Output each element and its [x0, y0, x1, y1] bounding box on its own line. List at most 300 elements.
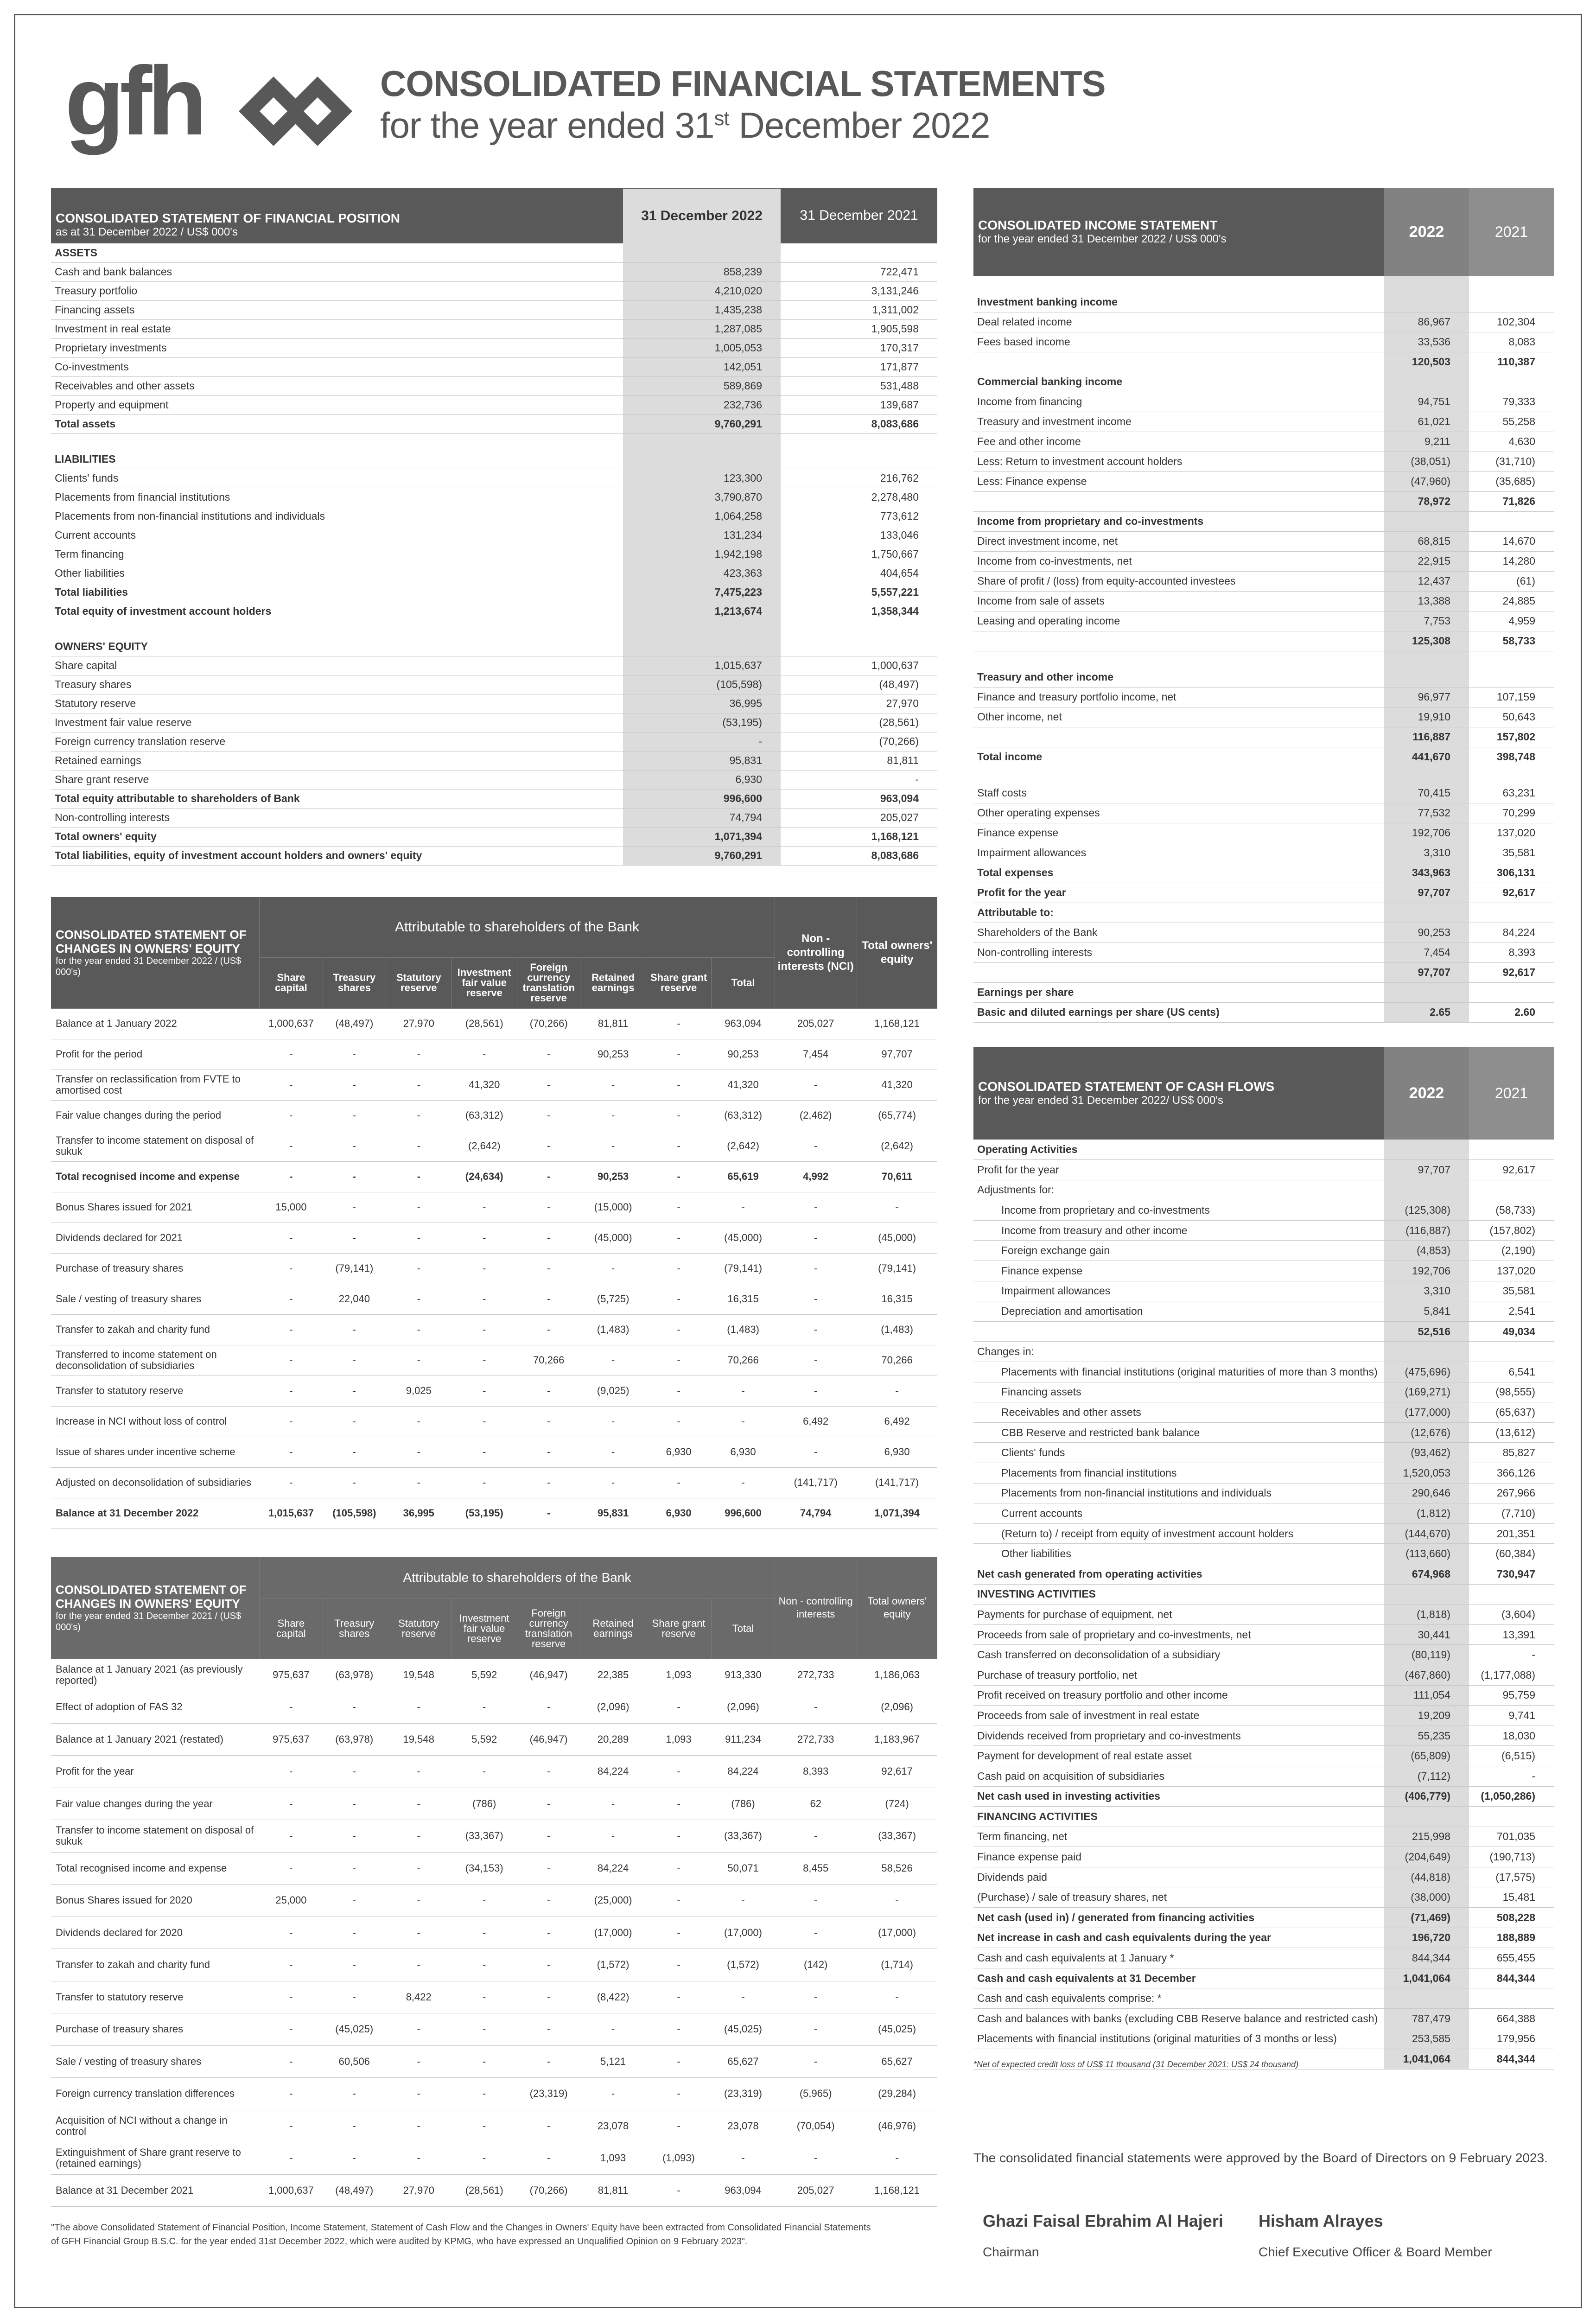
row-value: - [517, 1852, 580, 1885]
row-value: 1,000,637 [260, 1008, 323, 1039]
row-value: - [646, 1406, 711, 1437]
table-row [51, 1498, 937, 1528]
row-value: - [646, 1100, 711, 1131]
column-header-2022: 2022 [1384, 188, 1469, 276]
table-row [973, 1362, 1554, 1382]
column-header: Statutory reserve [386, 957, 451, 1008]
table-row [51, 808, 937, 827]
value-prior-year: 508,228 [1469, 1908, 1554, 1928]
value-prior-year: 171,877 [781, 357, 937, 376]
row-label: Investment fair value reserve [51, 713, 623, 732]
value-prior-year: 201,351 [1469, 1523, 1554, 1544]
row-value: 81,811 [580, 1008, 646, 1039]
row-value: - [386, 1070, 451, 1100]
table-row [973, 1241, 1554, 1261]
value-current-year: 6,930 [623, 770, 781, 789]
row-value: - [646, 1223, 711, 1253]
row-label: Finance expense [973, 1261, 1384, 1281]
row-label: Total equity of investment account holders [51, 602, 623, 621]
row-label: Placements with financial institutions (original maturities of more than 3 months) [973, 1362, 1384, 1382]
row-label: Income from sale of assets [973, 591, 1384, 611]
changes-in-equity-2022 [51, 897, 937, 1529]
value-prior-year [781, 450, 937, 469]
row-label: Transfer to zakah and charity fund [51, 1949, 260, 1981]
table-row [973, 292, 1554, 312]
table-row [973, 687, 1554, 707]
value-prior-year: 2.60 [1469, 1002, 1554, 1022]
financial-position-statement [51, 188, 937, 866]
value-prior-year: 85,827 [1469, 1443, 1554, 1463]
value-current-year: 1,041,064 [1384, 1968, 1469, 1988]
value-current-year: (65,809) [1384, 1746, 1469, 1766]
table-row [51, 1437, 937, 1467]
value-current-year [623, 621, 781, 637]
value-current-year: 232,736 [623, 395, 781, 414]
row-value: - [580, 2078, 646, 2110]
value-current-year: 858,239 [623, 262, 781, 281]
row-value: - [517, 2110, 580, 2142]
column-header-2021: 2021 [1469, 1047, 1554, 1140]
row-value: - [386, 1039, 451, 1070]
row-value: - [386, 1820, 451, 1853]
table-row [973, 1706, 1554, 1726]
row-value: 1,071,394 [857, 1498, 937, 1528]
table-row [973, 1544, 1554, 1564]
value-current-year: 5,841 [1384, 1301, 1469, 1322]
table-row [973, 631, 1554, 651]
row-label: Profit for the year [51, 1756, 260, 1788]
row-value: - [451, 1885, 517, 1917]
value-current-year [1384, 667, 1469, 687]
row-value: 5,592 [451, 1723, 517, 1756]
value-prior-year: 8,393 [1469, 942, 1554, 962]
row-value: - [260, 1820, 323, 1853]
row-label: Foreign currency translation differences [51, 2078, 260, 2110]
table-row [973, 332, 1554, 352]
table-row [973, 1180, 1554, 1200]
table-row [51, 656, 937, 675]
row-value: - [323, 1192, 386, 1223]
table-row [51, 1376, 937, 1406]
row-value: - [517, 1981, 580, 2013]
value-current-year [623, 450, 781, 469]
row-value: - [386, 2045, 451, 2078]
income-statement [973, 188, 1554, 1023]
value-prior-year: (6,515) [1469, 1746, 1554, 1766]
value-current-year: 290,646 [1384, 1483, 1469, 1503]
row-value: - [323, 1314, 386, 1345]
row-label: Share grant reserve [51, 770, 623, 789]
value-prior-year: 366,126 [1469, 1463, 1554, 1484]
row-label: Issue of shares under incentive scheme [51, 1437, 260, 1467]
row-value: - [260, 1376, 323, 1406]
row-label: Net increase in cash and cash equivalents during the year [973, 1928, 1384, 1948]
row-value: (70,266) [517, 2174, 580, 2207]
table-row [973, 1645, 1554, 1665]
row-label: Purchase of treasury shares [51, 1253, 260, 1284]
row-label: Extinguishment of Share grant reserve to (retained earnings) [51, 2142, 260, 2175]
row-label: Investment banking income [973, 292, 1384, 312]
table-row [51, 414, 937, 433]
row-value: - [386, 2013, 451, 2046]
row-value: - [260, 1161, 323, 1192]
row-label: Other liabilities [973, 1544, 1384, 1564]
value-prior-year: (1,177,088) [1469, 1665, 1554, 1685]
row-value: 1,093 [580, 2142, 646, 2175]
row-value: - [857, 1885, 937, 1917]
row-value: - [451, 2142, 517, 2175]
row-label: Other operating expenses [973, 803, 1384, 823]
row-value: - [323, 1437, 386, 1467]
table-row [51, 1885, 937, 1917]
value-current-year: 33,536 [1384, 332, 1469, 352]
row-label: Cash and balances with banks (excluding CBB Reserve balance and restricted cash) [973, 2009, 1384, 2029]
row-label: Payments for purchase of equipment, net [973, 1605, 1384, 1625]
row-value: - [517, 1192, 580, 1223]
value-current-year: 111,054 [1384, 1685, 1469, 1706]
row-label: Fair value changes during the period [51, 1100, 260, 1131]
row-value: - [646, 1852, 711, 1885]
value-prior-year: (1,050,286) [1469, 1786, 1554, 1807]
approval-note: The consolidated financial statements were approved by the Board of Directors on 9 February 2023. [973, 2151, 1548, 2165]
table-row [973, 1948, 1554, 1968]
table-row [973, 727, 1554, 747]
row-label: Cash paid on acquisition of subsidiaries [973, 1766, 1384, 1786]
row-value: (724) [857, 1788, 937, 1820]
row-label: Total equity attributable to shareholders of Bank [51, 789, 623, 808]
value-current-year: 1,005,053 [623, 338, 781, 357]
row-label: Leasing and operating income [973, 611, 1384, 631]
table-row [973, 531, 1554, 551]
table-row [51, 1723, 937, 1756]
row-value: 70,266 [857, 1345, 937, 1376]
table-row [973, 1968, 1554, 1988]
value-current-year: 123,300 [623, 469, 781, 488]
table-row [973, 1342, 1554, 1362]
table-row [51, 621, 937, 637]
value-current-year: 96,977 [1384, 687, 1469, 707]
table-row [51, 1659, 937, 1691]
row-value: 84,224 [580, 1852, 646, 1885]
column-header-2021: 2021 [1469, 188, 1554, 276]
value-prior-year: (2,190) [1469, 1241, 1554, 1261]
row-value: - [712, 1406, 775, 1437]
row-value: 6,930 [857, 1437, 937, 1467]
row-value: 65,627 [712, 2045, 775, 2078]
row-value: - [260, 1345, 323, 1376]
row-label: Balance at 31 December 2022 [51, 1498, 260, 1528]
row-value: - [386, 1192, 451, 1223]
value-current-year: 142,051 [623, 357, 781, 376]
value-prior-year: 844,344 [1469, 1968, 1554, 1988]
row-label [51, 433, 623, 450]
table-row [51, 2110, 937, 2142]
row-value: (25,000) [580, 1885, 646, 1917]
table-row [51, 300, 937, 319]
value-current-year: 196,720 [1384, 1928, 1469, 1948]
row-value: - [517, 1949, 580, 1981]
row-value: - [323, 2110, 386, 2142]
table-row [973, 1200, 1554, 1221]
row-label: Cash and cash equivalents comprise: * [973, 1988, 1384, 2009]
table-row [973, 767, 1554, 783]
row-label: Bonus Shares issued for 2021 [51, 1192, 260, 1223]
row-value: (63,978) [323, 1659, 386, 1691]
value-prior-year: 655,455 [1469, 1948, 1554, 1968]
row-label: Impairment allowances [973, 843, 1384, 863]
table-row [51, 1131, 937, 1161]
row-value: - [580, 1788, 646, 1820]
row-value: - [260, 1917, 323, 1949]
value-current-year: 12,437 [1384, 571, 1469, 591]
table-row [51, 2174, 937, 2207]
table-row [51, 583, 937, 602]
row-value: - [646, 1345, 711, 1376]
value-prior-year: 79,333 [1469, 392, 1554, 412]
value-prior-year: 139,687 [781, 395, 937, 414]
row-value: - [580, 1437, 646, 1467]
row-value: - [646, 1314, 711, 1345]
row-value: - [323, 1885, 386, 1917]
table-row [973, 1988, 1554, 2009]
value-prior-year [1469, 982, 1554, 1002]
row-label: Balance at 1 January 2021 (restated) [51, 1723, 260, 1756]
row-value: (17,000) [580, 1917, 646, 1949]
table-row [973, 1503, 1554, 1524]
section-header: CONSOLIDATED STATEMENT OF FINANCIAL POSITION as at 31 December 2022 / US$ 000's 31 December 2022 31 December 2021 [51, 188, 937, 243]
row-value: 92,617 [857, 1756, 937, 1788]
value-prior-year: 58,733 [1469, 631, 1554, 651]
row-label: Dividends declared for 2021 [51, 1223, 260, 1253]
value-prior-year: 8,083,686 [781, 414, 937, 433]
row-value: - [580, 1406, 646, 1437]
row-value: - [386, 1437, 451, 1467]
value-prior-year: (58,733) [1469, 1200, 1554, 1221]
row-value: - [323, 1467, 386, 1498]
row-value: (1,483) [857, 1314, 937, 1345]
row-value: 65,627 [857, 2045, 937, 2078]
row-value: - [451, 1284, 517, 1314]
row-value: - [646, 1691, 711, 1724]
row-value: (79,141) [857, 1253, 937, 1284]
value-current-year [1384, 1807, 1469, 1827]
row-value: - [775, 2013, 857, 2046]
row-value: 8,393 [775, 1756, 857, 1788]
row-label: Shareholders of the Bank [973, 923, 1384, 942]
value-prior-year: 9,741 [1469, 1706, 1554, 1726]
row-value: (70,266) [517, 1008, 580, 1039]
row-value: - [451, 1406, 517, 1437]
row-value: - [775, 1131, 857, 1161]
row-label: Staff costs [973, 783, 1384, 803]
table-row [973, 491, 1554, 511]
value-current-year: (47,960) [1384, 471, 1469, 491]
row-value: 84,224 [712, 1756, 775, 1788]
value-current-year: 7,475,223 [623, 583, 781, 602]
value-current-year: 441,670 [1384, 747, 1469, 767]
row-value: 23,078 [712, 2110, 775, 2142]
row-value: 16,315 [857, 1284, 937, 1314]
value-prior-year: 13,391 [1469, 1624, 1554, 1645]
value-prior-year [1469, 1807, 1554, 1827]
table-row [973, 276, 1554, 292]
row-value: - [517, 2045, 580, 2078]
row-value: - [260, 1756, 323, 1788]
row-value: (48,497) [323, 2174, 386, 2207]
value-prior-year: (70,266) [781, 732, 937, 751]
table-row [51, 1161, 937, 1192]
value-current-year: (105,598) [623, 675, 781, 694]
row-label: Total recognised income and expense [51, 1852, 260, 1885]
column-header: Share capital [260, 957, 323, 1008]
value-prior-year [1469, 1180, 1554, 1200]
value-current-year: 3,310 [1384, 843, 1469, 863]
row-label: Transfer to statutory reserve [51, 1376, 260, 1406]
table-row [51, 1345, 937, 1376]
value-current-year: 9,760,291 [623, 846, 781, 865]
table-row [973, 352, 1554, 372]
row-label: Financing assets [51, 300, 623, 319]
row-value: 25,000 [260, 1885, 323, 1917]
row-label: FINANCING ACTIVITIES [973, 1807, 1384, 1827]
row-label: Total liabilities, equity of investment account holders and owners' equity [51, 846, 623, 865]
row-value: (53,195) [451, 1498, 517, 1528]
row-value: - [323, 1131, 386, 1161]
value-prior-year: 49,034 [1469, 1321, 1554, 1342]
value-current-year: 1,435,238 [623, 300, 781, 319]
row-value: 6,930 [646, 1437, 711, 1467]
row-value: - [646, 1885, 711, 1917]
value-current-year: (71,469) [1384, 1908, 1469, 1928]
value-prior-year: (98,555) [1469, 1382, 1554, 1402]
value-current-year: 3,790,870 [623, 488, 781, 507]
column-header: Total [712, 957, 775, 1008]
table-row [51, 545, 937, 564]
table-row [973, 1160, 1554, 1180]
value-prior-year: 35,581 [1469, 1281, 1554, 1301]
row-value: 5,592 [451, 1659, 517, 1691]
row-value: 16,315 [712, 1284, 775, 1314]
value-current-year: 7,454 [1384, 942, 1469, 962]
value-prior-year: 63,231 [1469, 783, 1554, 803]
row-label: Total recognised income and expense [51, 1161, 260, 1192]
row-value: - [646, 1070, 711, 1100]
row-label: Balance at 1 January 2022 [51, 1008, 260, 1039]
row-label: Treasury shares [51, 675, 623, 694]
table-row [51, 2142, 937, 2175]
row-label: Co-investments [51, 357, 623, 376]
row-value: - [323, 1917, 386, 1949]
value-current-year: 1,041,064 [1384, 2049, 1469, 2070]
row-value: - [580, 1131, 646, 1161]
row-value: - [260, 1852, 323, 1885]
row-value: - [646, 1131, 711, 1161]
value-prior-year: 1,750,667 [781, 545, 937, 564]
row-value: (63,978) [323, 1723, 386, 1756]
table-row [973, 863, 1554, 883]
table-row [51, 675, 937, 694]
table-row [51, 1917, 937, 1949]
row-value: - [857, 1192, 937, 1223]
row-value: 23,078 [580, 2110, 646, 2142]
row-value: (45,025) [857, 2013, 937, 2046]
row-value: 7,454 [775, 1039, 857, 1070]
row-label: Retained earnings [51, 751, 623, 770]
value-current-year: 77,532 [1384, 803, 1469, 823]
table-row [51, 319, 937, 338]
row-value: - [451, 1981, 517, 2013]
value-prior-year: - [1469, 1645, 1554, 1665]
row-value: - [323, 1406, 386, 1437]
row-value: - [260, 1253, 323, 1284]
table-row [973, 611, 1554, 631]
value-current-year: (144,670) [1384, 1523, 1469, 1544]
value-prior-year: 18,030 [1469, 1726, 1554, 1746]
row-value: - [260, 1100, 323, 1131]
row-value: 84,224 [580, 1756, 646, 1788]
value-current-year: (38,051) [1384, 452, 1469, 471]
value-current-year: 1,942,198 [623, 545, 781, 564]
table-row [51, 488, 937, 507]
value-prior-year [1469, 903, 1554, 923]
value-current-year: (44,818) [1384, 1867, 1469, 1887]
table-row [973, 1766, 1554, 1786]
row-value: 6,492 [857, 1406, 937, 1437]
value-prior-year: 71,826 [1469, 491, 1554, 511]
row-value: 50,071 [712, 1852, 775, 1885]
row-label: Proprietary investments [51, 338, 623, 357]
income-table [973, 276, 1554, 1023]
row-value: (17,000) [857, 1917, 937, 1949]
row-value: - [386, 1885, 451, 1917]
table-row [51, 1467, 937, 1498]
chairman-name: Ghazi Faisal Ebrahim Al Hajeri [983, 2211, 1223, 2230]
row-label: Income from treasury and other income [973, 1220, 1384, 1241]
value-prior-year [1469, 667, 1554, 687]
row-label: Other income, net [973, 707, 1384, 727]
row-label: Earnings per share [973, 982, 1384, 1002]
row-value: (33,367) [451, 1820, 517, 1853]
group-header: Attributable to shareholders of the Bank [260, 897, 775, 957]
row-label: Adjusted on deconsolidation of subsidiaries [51, 1467, 260, 1498]
value-current-year: 19,209 [1384, 1706, 1469, 1726]
row-value: - [386, 2110, 451, 2142]
row-value: 975,637 [260, 1659, 323, 1691]
row-label: Sale / vesting of treasury shares [51, 2045, 260, 2078]
row-value: 97,707 [857, 1039, 937, 1070]
row-value: 1,093 [646, 1723, 711, 1756]
row-value: - [260, 2078, 323, 2110]
value-current-year: 1,213,674 [623, 602, 781, 621]
column-header-2022: 2022 [1384, 1047, 1469, 1140]
row-value: (28,561) [451, 2174, 517, 2207]
row-value: - [386, 1161, 451, 1192]
row-value: 27,970 [386, 1008, 451, 1039]
row-value: - [712, 1981, 775, 2013]
row-value: - [323, 1100, 386, 1131]
row-value: - [775, 1192, 857, 1223]
row-value: - [323, 1070, 386, 1100]
table-row [973, 392, 1554, 412]
row-label: Balance at 31 December 2021 [51, 2174, 260, 2207]
row-value: - [451, 2110, 517, 2142]
value-prior-year: 179,956 [1469, 2029, 1554, 2049]
equity-2022-table: CONSOLIDATED STATEMENT OF CHANGES IN OWNERS' EQUITY for the year ended 31 December 2022 / (US$ 000's) Attributable to shareholders of the Bank Non - controlling interests (NCI) Total owners' equity Share capital Treasury shares Statutory reserve Investment fair value reserve Foreign currency translation reserve Retained earnings Share grant reserve Total Balance at 1 January 2022 1,000,637 (48,497) 27,970 (28,561) (70,266) 81,811 - 963,094 205,027 1,168,121 Profit for the period - - - - - 90,253 - 90,253 7,454 97,707 Transfer on reclassification from FVTE to amortised cost - - - 41,320 - - - 41,320 - 41,320 Fair value changes during the period - - - (63,312) - - - (63,312) (2,462) (65,774) Transfer to income statement on disposal of sukuk - - - (2,642) - - - (2,642) - (2,642) Total recognised income and expense - - - (24,634) - 90,253 - 65,619 4,992 70,611 Bonus Shares issued for 2021 15,000 - - - - (15,000) - - - - Dividends declared for 2021 - - - - - (45,000) - (45,000) - (45,000) Purchase of treasury shares - (79,141) - - - - - (79,141) - (79,141) Sale / vesting of treasury shares - 22,040 - - - (5,725) - 16,315 - 16,315 Transfer to zakah and charity fund - - - - - (1,483) - (1,483) - (1,483) Transferred to income statement on deconsolidation of subsidiaries - - - - 70,266 - - 70,266 - 70,266 Transfer to statutory reserve - - 9,025 - - (9,025) - - - - Increase in NCI without loss of control - - - - - - - - 6,492 6,492 Issue of shares under incentive scheme - - - - - - 6,930 6,930 - 6,930 Adjusted on deconsolidation of subsidiaries - - - - - - - - (141,717) (141,717) Balance at 31 December 2022 1,015,637 (105,598) 36,995 (53,195) - 95,831 6,930 996,600 74,794 1,071,394 [51, 897, 937, 1529]
cash-footnote: *Net of expected credit loss of US$ 11 thousand (31 December 2021: US$ 24 thousand) [973, 2060, 1299, 2069]
value-prior-year: 267,966 [1469, 1483, 1554, 1503]
financial-position-table [51, 243, 937, 866]
table-row [973, 1402, 1554, 1423]
